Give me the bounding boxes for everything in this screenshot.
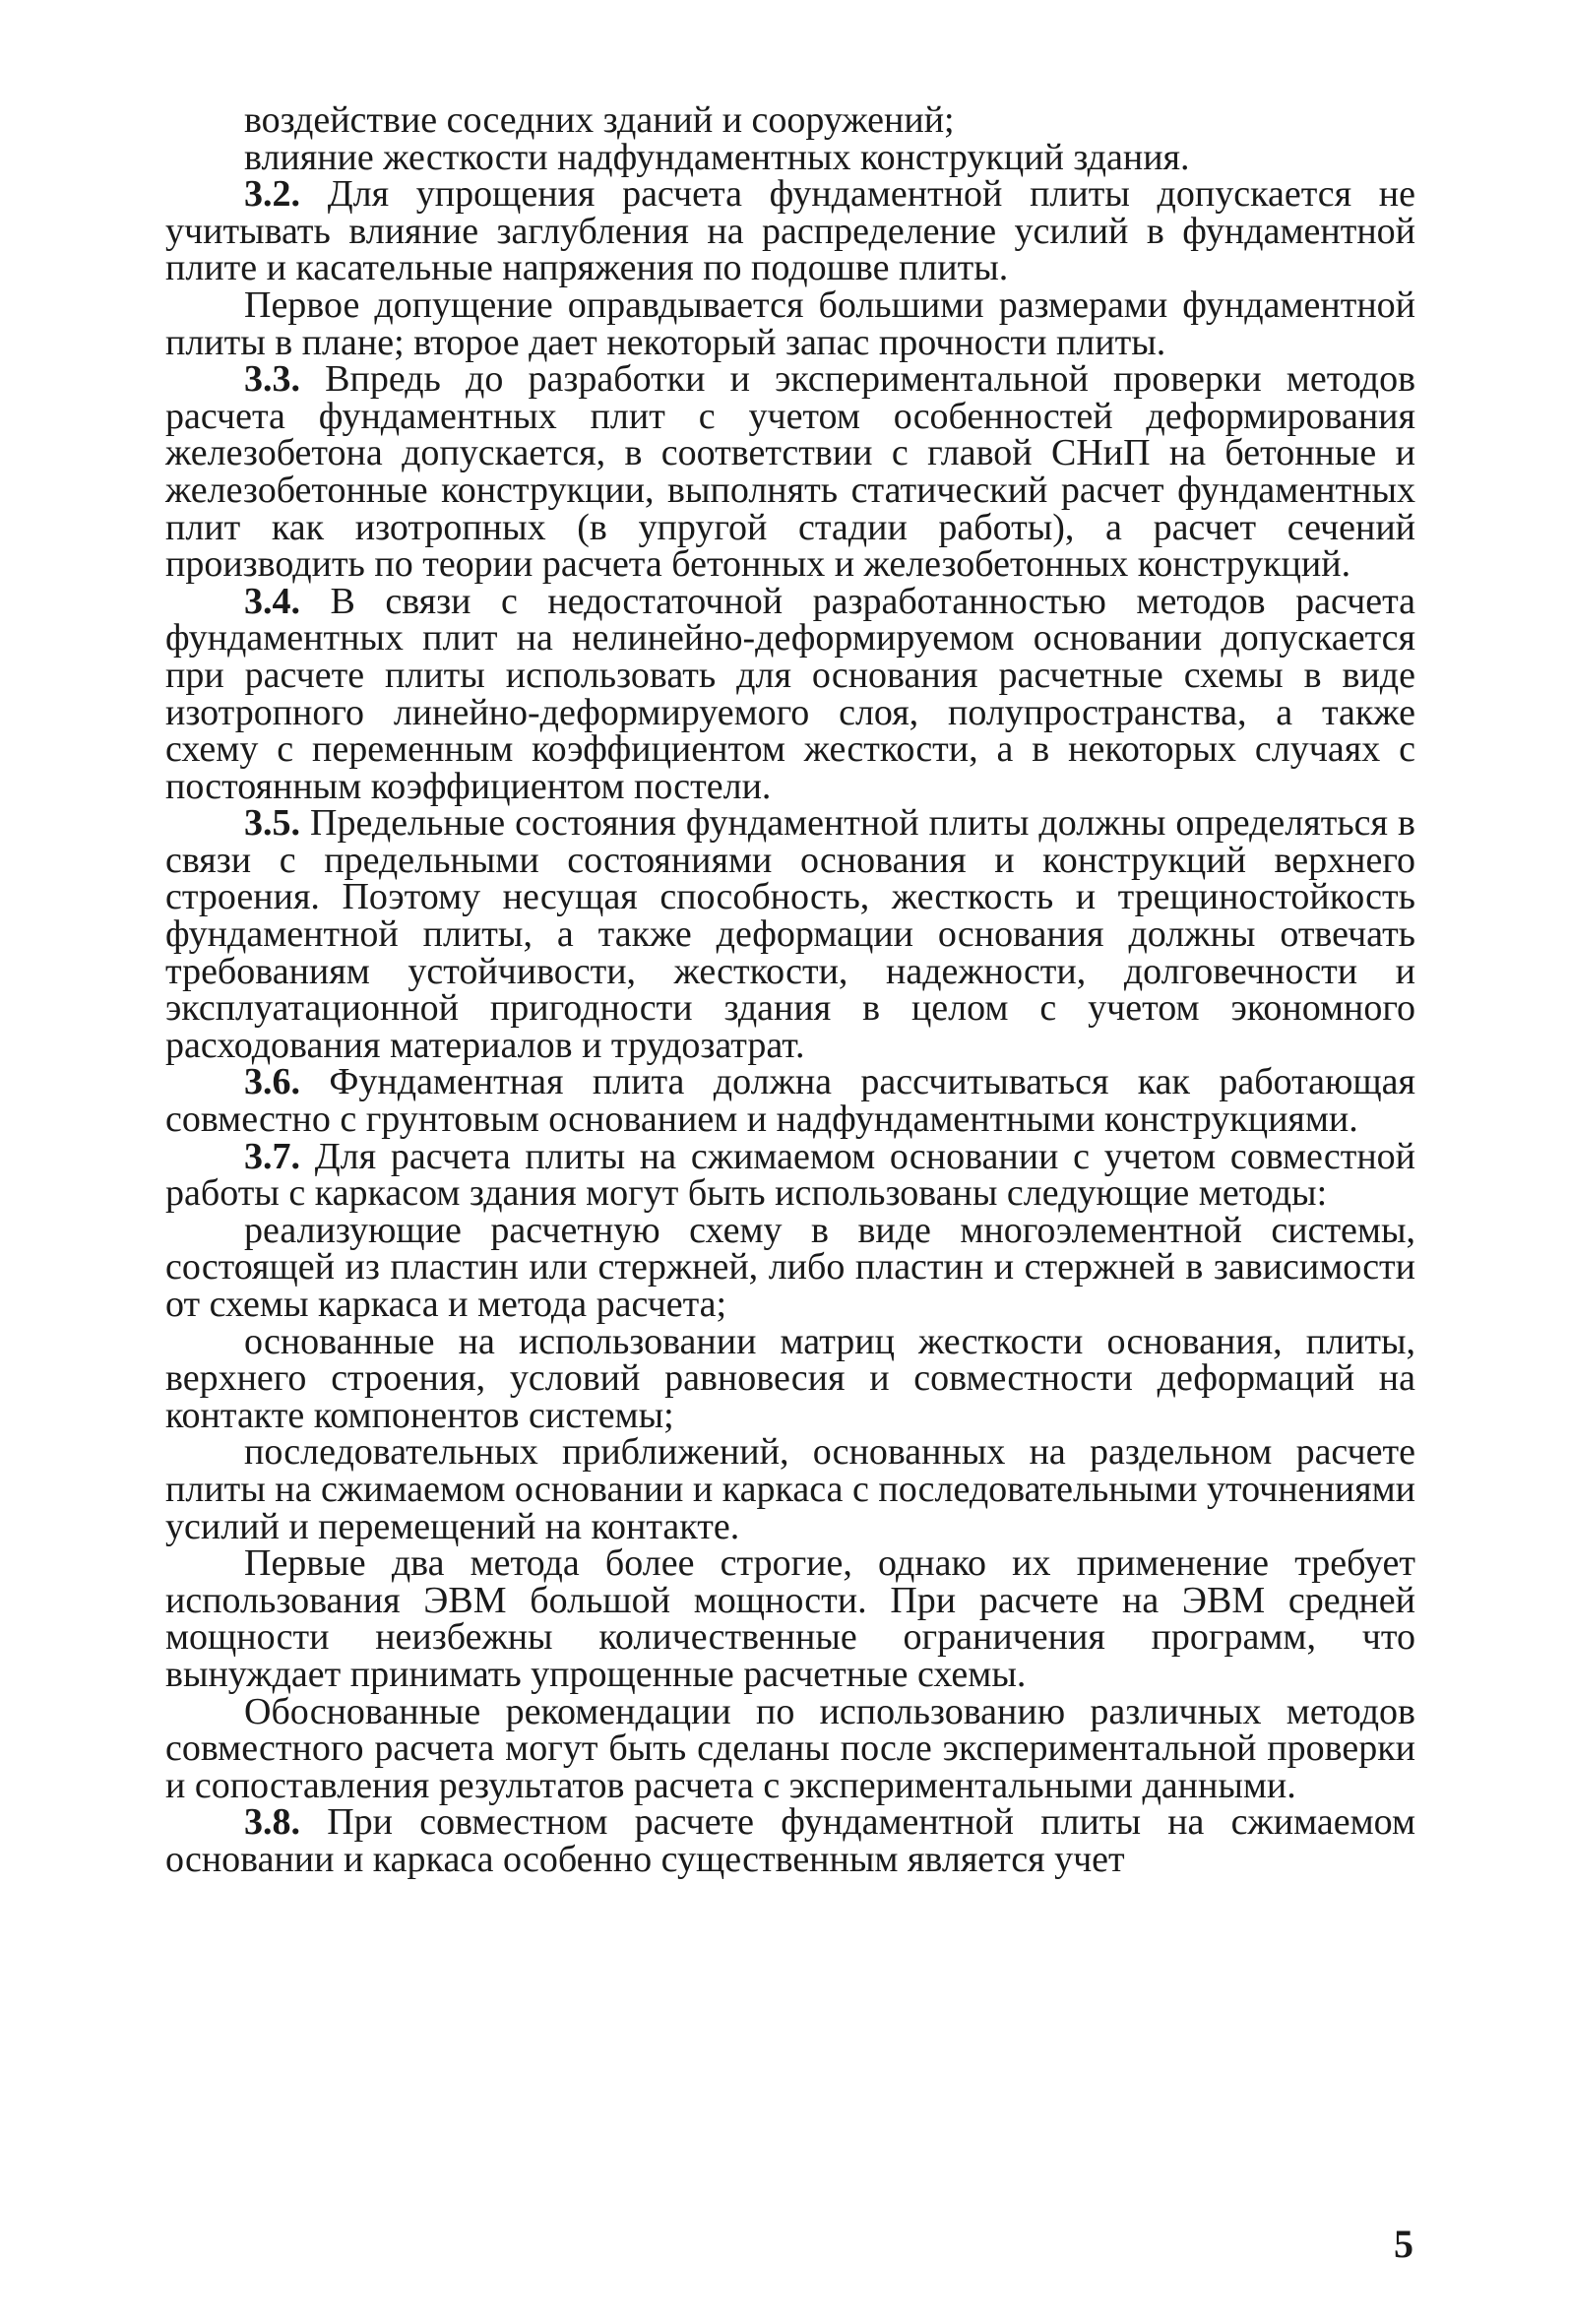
section-number: 3.6. [244,1061,300,1103]
section-3-8 [165,1801,1415,1880]
method-item-2: основанные на использовании матриц жесткости основания, плиты, верхнего строения, условий равновесия и совместности деформаций на контакте компонентов системы; [165,1320,1415,1436]
paragraph-first-methods [165,1542,1415,1695]
section-3-4 [165,580,1416,807]
section-number: 3.7. [244,1135,300,1177]
intro-item-1: воздействие соседних зданий и сооружений; [244,99,955,141]
section-3-2 [165,173,1416,289]
section-3-3 [165,358,1416,586]
paragraph-text: Обоснованные рекомендации по использованию различных методов совместного расчета могут быть сделаны после экспериментальной проверки и сопоставления результатов расчета с экспериментальными данными. [165,1690,1415,1806]
method-item-1: реализующие расчетную схему в виде многоэлементной системы, состоящей из пластин или стержней, либо пластин и стержней в зависимости от схемы каркаса и метода расчета; [165,1209,1415,1325]
page-number: 5 [1394,2222,1413,2266]
section-number: 3.2. [244,173,300,216]
section-number: 3.3. [244,358,300,401]
document-body [165,99,1416,1880]
method-item-3: последовательных приближений, основанных на раздельном расчете плиты на сжимаемом основании и каркаса с последовательными уточнениями усилий и перемещений на контакте. [165,1431,1415,1547]
paragraph-recommendations [165,1690,1415,1806]
section-number: 3.4. [244,580,300,622]
section-text: Для упрощения расчета фундаментной плиты допускается не учитывать влияние заглубления на распределение усилий в фундаментной плите и касательные напряжения по подошве плиты. [165,173,1416,289]
section-3-5 [165,802,1415,1066]
section-text: Впредь до разработки и экспериментальной проверки методов расчета фундаментных плит с учетом особенностей деформирования железобетона допускается, в соответствии с главой СНиП на бетонные и железобетонные конструкции, выполнять статический расчет фундаментных плит как изотропных (в упругой стадии работы), а расчет сечений производить по теории расчета бетонных и железобетонных конструкций. [165,358,1416,586]
section-text: При совместном расчете фундаментной плиты на сжимаемом основании и каркаса особенно существенным является учет [165,1801,1415,1880]
section-text: Для расчета плиты на сжимаемом основании с учетом совместной работы с каркасом здания могут быть использованы следующие методы: [165,1135,1416,1215]
paragraph-text: Первое допущение оправдывается большими размерами фундаментной плиты в плане; второе дает некоторый запас прочности плиты. [165,283,1415,363]
paragraph-text: Первые два метода более строгие, однако их применение требует использования ЭВМ большой мощности. При расчете на ЭВМ средней мощности неизбежны количественные ограничения программ, что вынуждает принимать упрощенные расчетные схемы. [165,1542,1415,1695]
section-text: Предельные состояния фундаментной плиты должны определяться в связи с предельными состояниями основания и конструкций верхнего строения. Поэтому несущая способность, жесткость и трещиностойкость фундаментной плиты, а также деформации основания должны отвечать требованиям устойчивости, жесткости, надежности, долговечности и эксплуатационной пригодности здания в целом с учетом экономного расходования материалов и трудозатрат. [165,802,1415,1066]
section-text: Фундаментная плита должна рассчитываться как работающая совместно с грунтовым основанием и надфундаментными конструкциями. [165,1061,1416,1141]
section-3-6 [165,1061,1416,1141]
intro-item-2: влияние жесткости надфундаментных конструкций здания. [244,136,1190,178]
paragraph-assumptions [165,283,1415,363]
section-text: В связи с недостаточной разработанностью методов расчета фундаментных плит на нелинейно-деформируемом основании допускается при расчете плиты использовать для основания расчетные схемы в виде изотропного линейно-деформируемого слоя, полупространства, а также схему с переменным коэффициентом жесткости, а в некоторых случаях с постоянным коэффициентом постели. [165,580,1416,807]
section-number: 3.8. [244,1801,300,1844]
section-3-7 [165,1135,1416,1215]
section-number: 3.5. [244,802,300,845]
